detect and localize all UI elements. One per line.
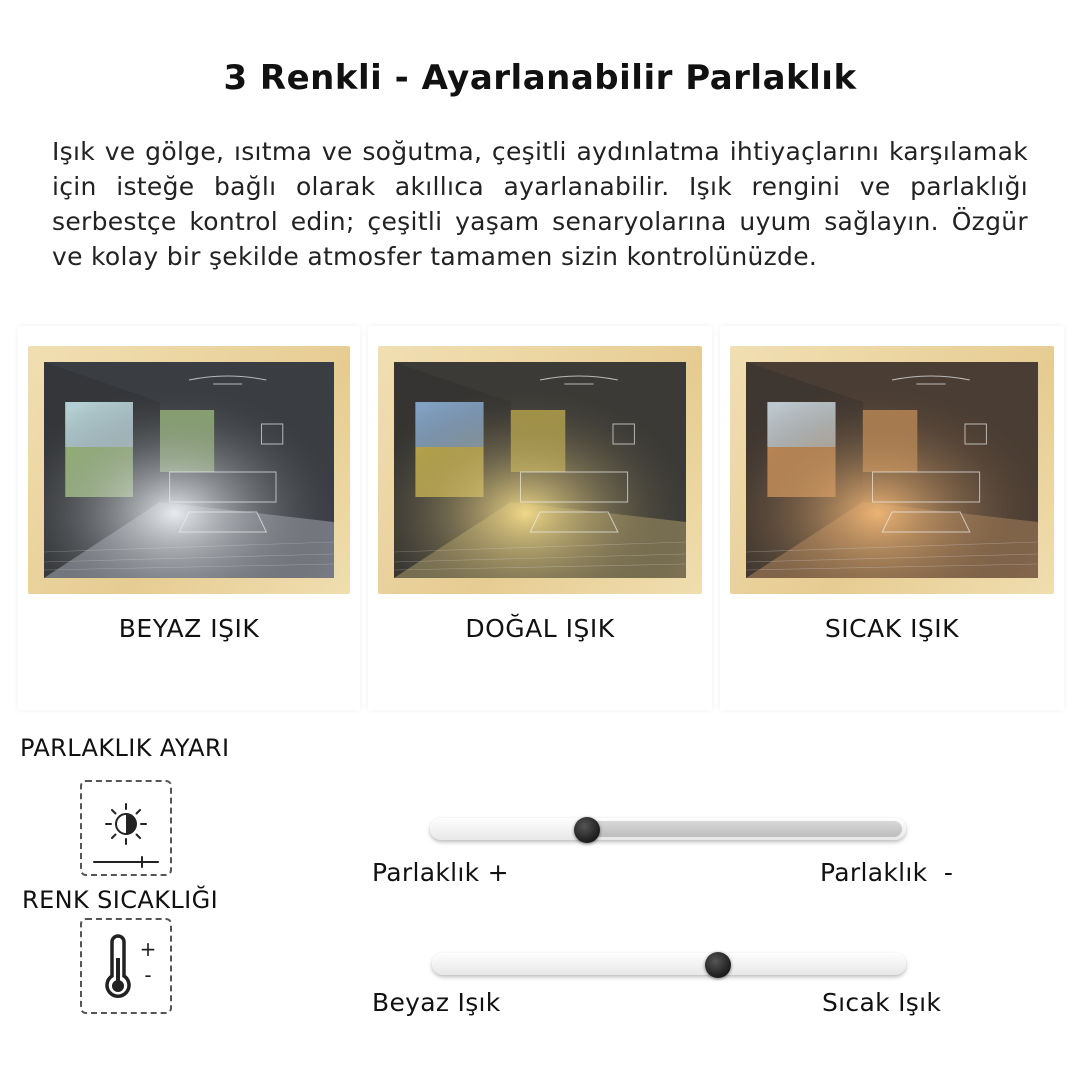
brightness-slider-track [580,821,902,837]
frame-image-natural [378,346,702,594]
sun-brightness-icon [80,780,172,876]
page-title: 3 Renkli - Ayarlanabilir Parlaklık [223,58,857,98]
mode-label-warm: SICAK IŞIK [824,614,960,643]
brightness-minus-label: Parlaklık - [820,858,954,887]
white-light-label: Beyaz Işık [372,988,501,1017]
mode-card-warm [720,326,1064,710]
thermometer-plus: + [139,937,157,961]
thermometer-minus: - [144,963,152,987]
mode-label-white: BEYAZ IŞIK [118,614,260,643]
room-scene-warm [746,362,1038,578]
mode-card-white [18,326,360,710]
brightness-slider-knob[interactable] [574,817,600,843]
frame-image-warm [730,346,1054,594]
mode-card-natural [368,326,712,710]
description: Işık ve gölge, ısıtma ve soğutma, çeşitli aydınlatma ihtiyaçlarını karşılamak için isteğe bağlı olarak akıllıca ayarlanabilir. Işık rengini ve parlaklığı serbestçe kontrol edin; çeşitli yaşam senaryolarına uyum sağlayın. Özgür ve kolay bir şekilde atmosfer tamamen sizin kontrolünüzde. [52,137,1028,271]
thermometer-icon [80,918,172,1014]
color-temp-slider-knob[interactable] [705,952,731,978]
frame-image-white [28,346,350,594]
brightness-slider[interactable] [430,818,906,840]
brightness-title: PARLAKLIK AYARI [20,734,230,762]
color-temp-slider[interactable] [432,953,906,975]
room-scene-natural [394,362,686,578]
mode-label-natural: DOĞAL IŞIK [465,614,615,643]
brightness-plus-label: Parlaklık + [372,858,509,887]
color-temp-title: RENK SICAKLIĞI [22,886,219,914]
room-scene-white [44,362,334,578]
warm-light-label: Sıcak Işık [822,988,942,1017]
